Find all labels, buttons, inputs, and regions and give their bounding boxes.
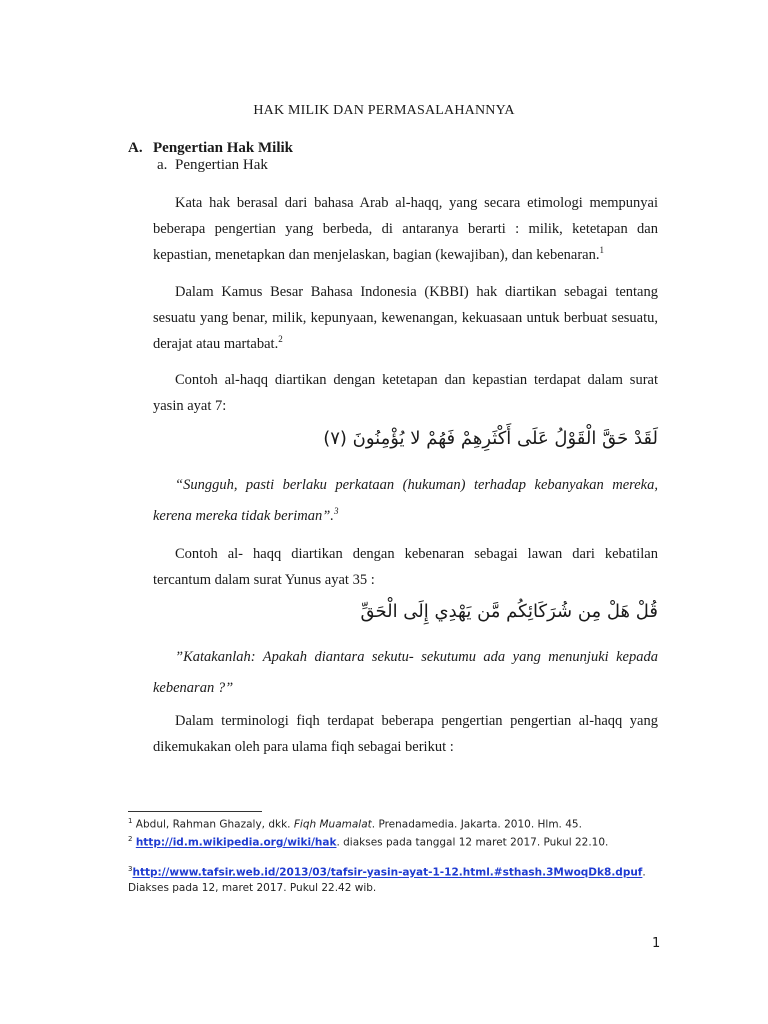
subsection-number: a. — [157, 157, 168, 173]
paragraph-4 — [153, 541, 658, 593]
section-title: Pengertian Hak Milik — [153, 140, 293, 156]
page-number: 1 — [652, 936, 661, 951]
paragraph-1 — [153, 190, 658, 268]
footnote-ref-2: 2 — [278, 334, 283, 345]
quote-translation-2 — [153, 642, 658, 704]
paragraph-5-text: Dalam terminologi fiqh terdapat beberapa pengertian pengertian al-haqq yang dikemukakan oleh para ulama fiqh sebagai berikut : — [153, 713, 658, 755]
footnote-3 — [128, 862, 660, 896]
paragraph-3 — [153, 367, 658, 419]
footnote-1-number: 1 — [128, 817, 133, 825]
subsection-heading — [157, 157, 268, 174]
paragraph-2 — [153, 279, 658, 357]
footnote-1-book-title: Fiqh Muamalat — [293, 818, 372, 831]
footnote-2-access: . diakses pada tanggal 12 maret 2017. Pukul 22.10. — [336, 836, 609, 849]
section-heading — [128, 140, 293, 157]
footnote-ref-1: 1 — [599, 245, 604, 256]
footnote-1-author: Abdul, Rahman Ghazaly, dkk. — [132, 818, 294, 831]
arabic-verse-yunus-35: قُلْ هَلْ مِن شُرَكَائِكُم مَّن يَهْدِي إِلَى الْحَقِّ — [360, 601, 658, 622]
footnote-3-number: 3 — [128, 865, 133, 873]
document-title: HAK MILIK DAN PERMASALAHANNYA — [253, 103, 515, 118]
subsection-title: Pengertian Hak — [175, 157, 268, 173]
footnote-3-link[interactable]: http://www.tafsir.web.id/2013/03/tafsir-yasin-ayat-1-12.html.#sthash.3MwoqDk8.dpuf — [132, 866, 643, 879]
footnote-3-access: . Diakses pada 12, maret 2017. Pukul 22.42 wib. — [128, 866, 646, 894]
section-number: A. — [128, 140, 143, 156]
quote-1-text: “Sungguh, pasti berlaku perkataan (hukuman) terhadap kebanyakan mereka, kerena mereka tidak beriman”. — [153, 477, 658, 524]
quote-translation-1 — [153, 470, 658, 532]
footnote-2-number: 2 — [128, 835, 133, 843]
quote-2-text: ”Katakanlah: Apakah diantara sekutu- sekutumu ada yang menunjuki kepada kebenaran ?” — [153, 649, 658, 696]
paragraph-5 — [153, 708, 658, 760]
paragraph-1-text: Kata hak berasal dari bahasa Arab al-haqq, yang secara etimologi mempunyai beberapa pengertian yang berbeda, di antaranya berarti : milik, ketetapan dan kepastian, menetapkan dan menjelaskan, bagian (kewajiban), dan kebenaran. — [153, 195, 658, 263]
footnote-2-link[interactable]: http://id.m.wikipedia.org/wiki/hak — [135, 836, 337, 849]
footnote-ref-3: 3 — [333, 506, 339, 517]
paragraph-4-text: Contoh al- haqq diartikan dengan kebenaran sebagai lawan dari kebatilan tercantum dalam surat Yunus ayat 35 : — [153, 546, 658, 588]
arabic-verse-yasin-7: لَقَدْ حَقَّ الْقَوْلُ عَلَى أَكْثَرِهِمْ فَهُمْ لا يُؤْمِنُونَ (٧) — [323, 428, 658, 449]
paragraph-2-text: Dalam Kamus Besar Bahasa Indonesia (KBBI) hak diartikan sebagai tentang sesuatu yang benar, milik, kepunyaan, kewenangan, kekuasaan untuk berbuat sesuatu, derajat atau martabat. — [153, 284, 658, 352]
footnote-separator — [128, 811, 262, 812]
footnote-2 — [128, 832, 660, 851]
footnote-1 — [128, 814, 660, 833]
footnote-1-publisher: . Prenadamedia. Jakarta. 2010. Hlm. 45. — [371, 818, 582, 831]
paragraph-3-text: Contoh al-haqq diartikan dengan ketetapan dan kepastian terdapat dalam surat yasin ayat 7: — [153, 372, 658, 414]
